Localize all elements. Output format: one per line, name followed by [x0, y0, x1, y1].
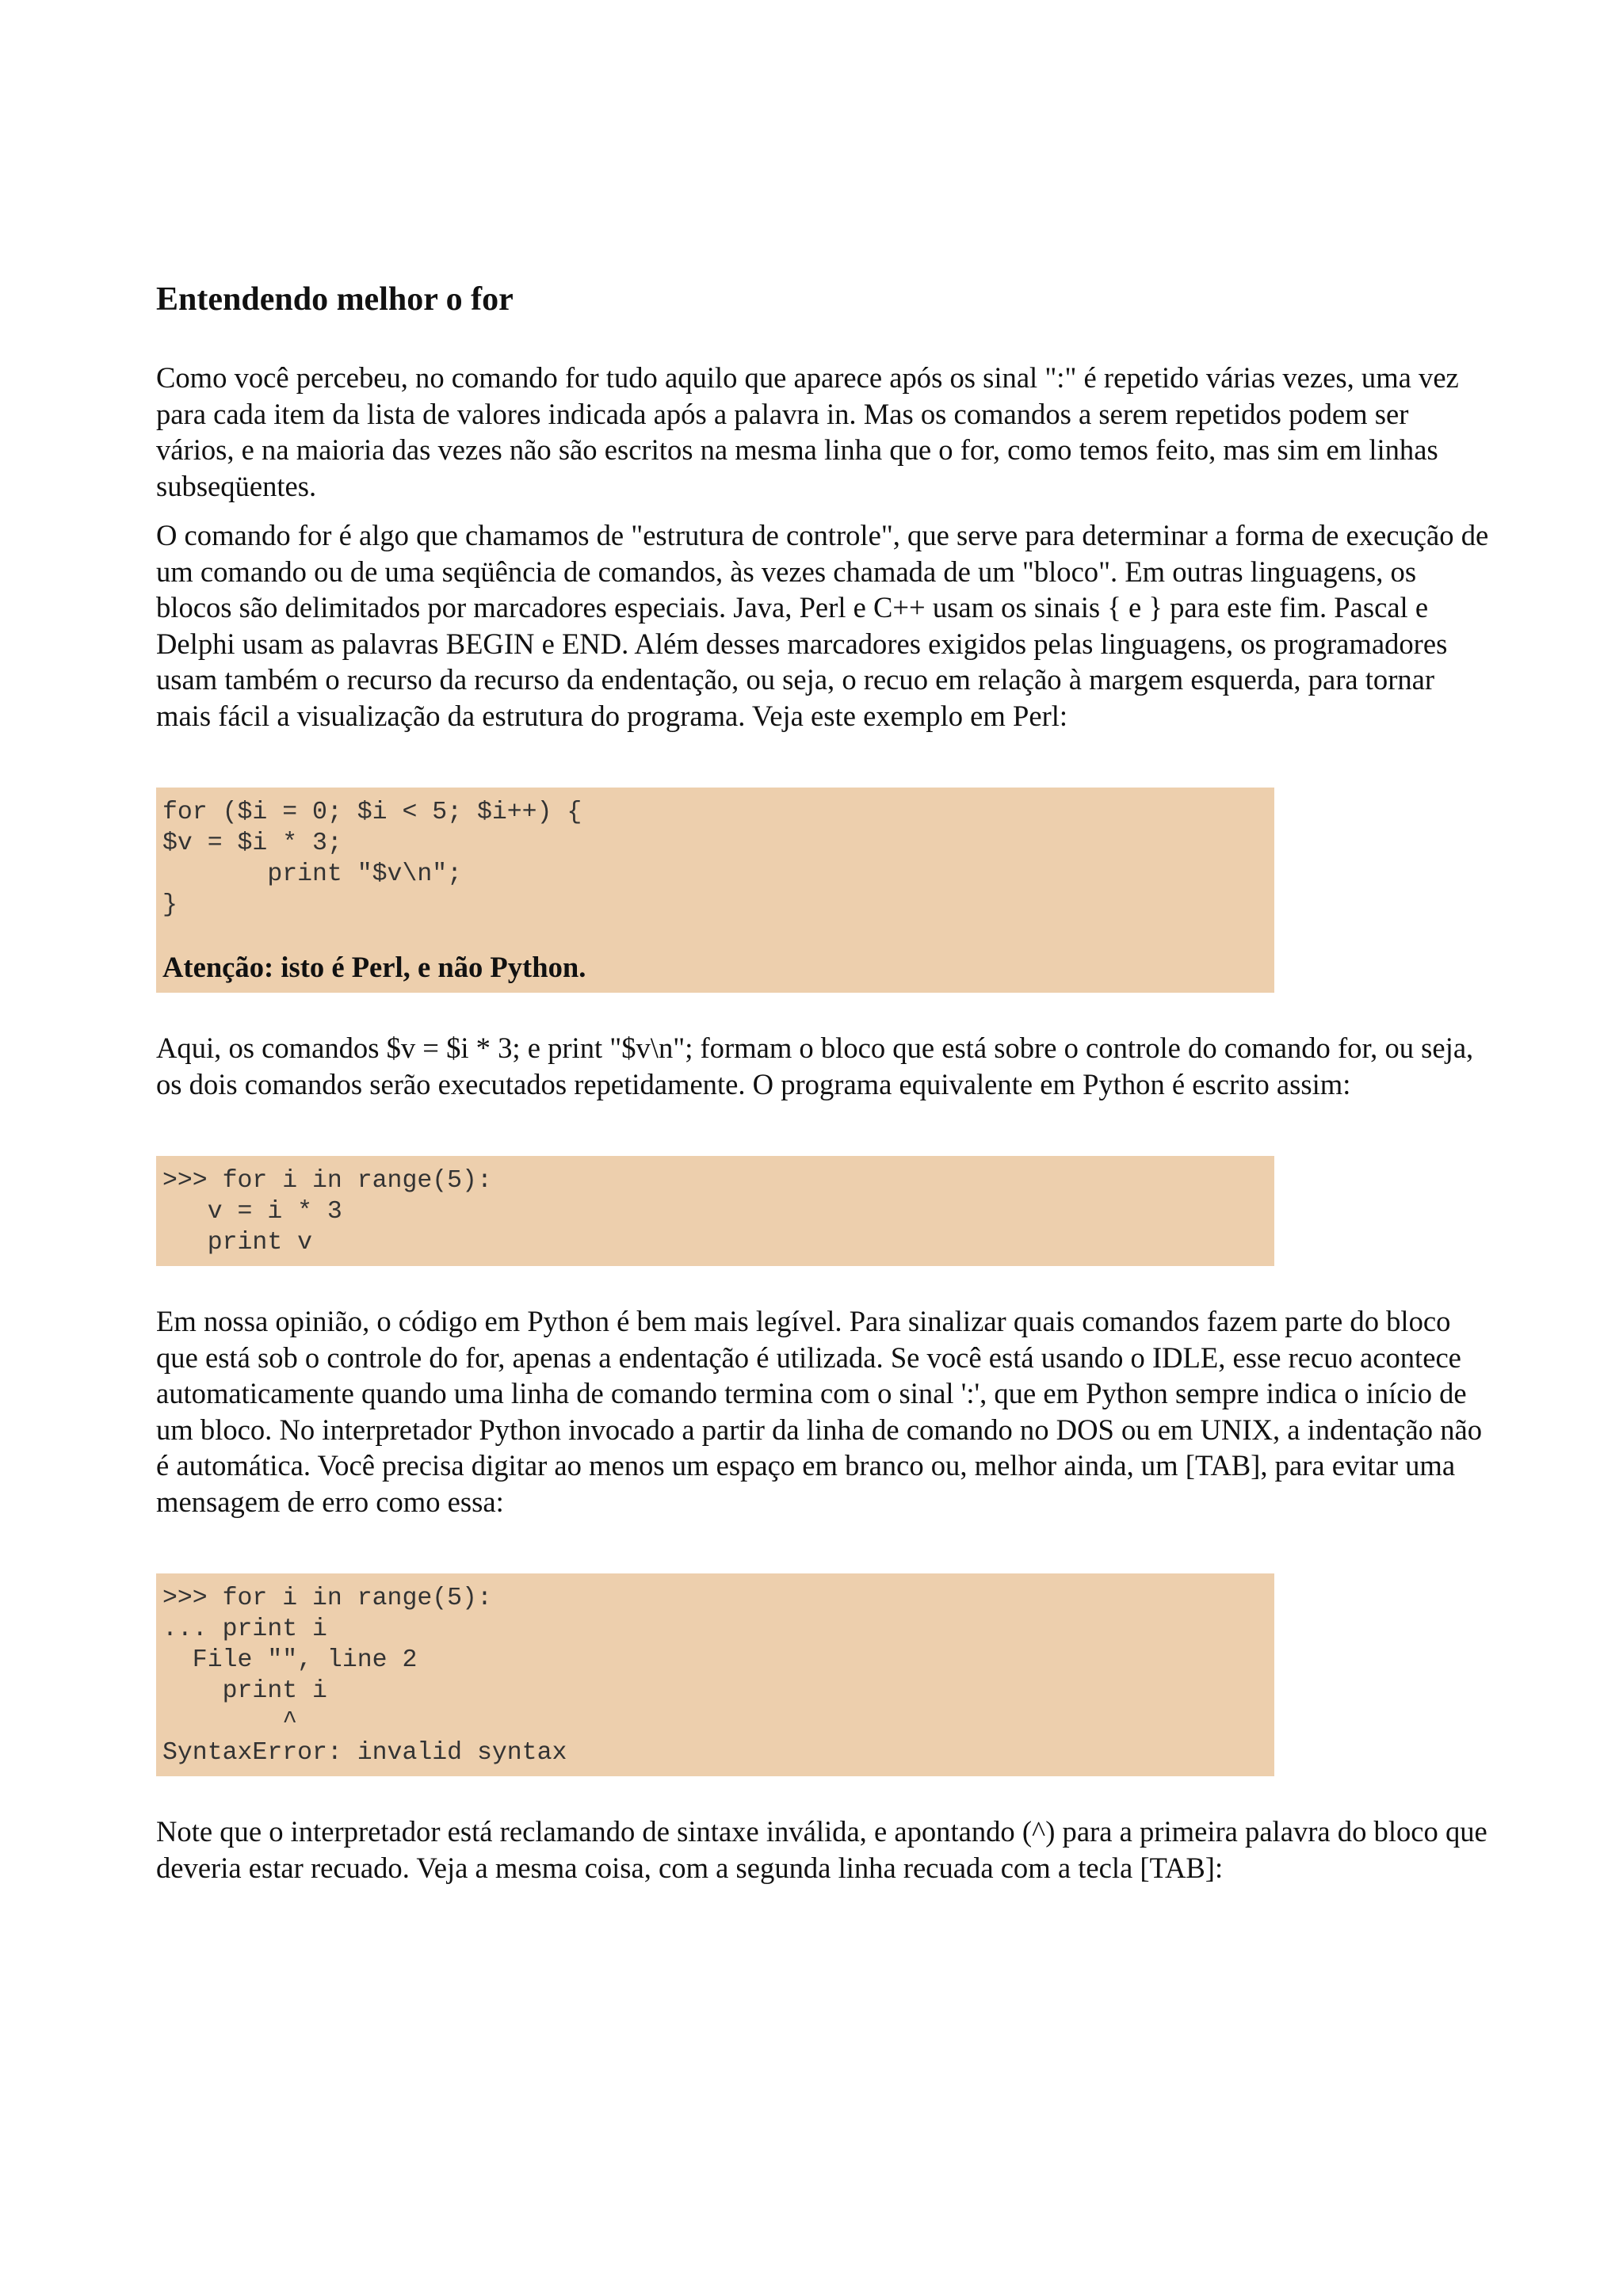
perl-code-block: [156, 788, 1274, 993]
perl-attention-note: Atenção: isto é Perl, e não Python.: [162, 951, 586, 983]
python-code: >>> for i in range(5): v = i * 3 print v: [162, 1167, 492, 1257]
paragraph-python-readability: Em nossa opinião, o código em Python é bem mais legível. Para sinalizar quais comandos fazem parte do bloco que está sob o controle do for, apenas a endentação é utilizada. Se você está usando o IDLE, esse recuo acontece automaticamente quando uma linha de comando termina com o sinal ':', que em Python sempre indica o início de um bloco. No interpretador Python invocado a partir da linha de comando no DOS ou em UNIX, a indentação não é automática. Você precisa digitar ao menos um espaço em branco ou, melhor ainda, um [TAB], para evitar uma mensagem de erro como essa:: [156, 1305, 1483, 1518]
section-heading: Entendendo melhor o for: [156, 281, 514, 318]
perl-code: for ($i = 0; $i < 5; $i++) { $v = $i * 3; print "$v\n"; }: [162, 799, 582, 919]
paragraph-control-structure: O comando for é algo que chamamos de "estrutura de controle", que serve para determinar a forma de execução de um comando ou de uma seqüência de comandos, às vezes chamada de um "bloco". Em outras linguagens, os blocos são delimitados por marcadores especiais. Java, Perl e C++ usam os sinais { e } para este fim. Pascal e Delphi usam as palavras BEGIN e END. Além desses marcadores exigidos pelas linguagens, os programadores usam também o recurso da recurso da endentação, ou seja, o recuo em relação à margem esquerda, para tornar mais fácil a visualização da estrutura do programa. Veja este exemplo em Perl:: [156, 519, 1489, 732]
paragraph-syntax-error-note: Note que o interpretador está reclamando de sintaxe inválida, e apontando (^) para a primeira palavra do bloco que deveria estar recuado. Veja a mesma coisa, com a segunda linha recuada com a tecla [TAB]:: [156, 1815, 1487, 1884]
paragraph-intro: Como você percebeu, no comando for tudo aquilo que aparece após os sinal ":" é repetido várias vezes, uma vez para cada item da lista de valores indicada após a palavra in. Mas os comandos a serem repetidos podem ser vários, e na maioria das vezes não são escritos na mesma linha que o for, como temos feito, mas sim em linhas subseqüentes.: [156, 361, 1459, 502]
python-error-block: [156, 1573, 1274, 1776]
python-code-block: [156, 1156, 1274, 1266]
paragraph-perl-explanation: Aqui, os comandos $v = $i * 3; e print "$v\n"; formam o bloco que está sobre o controle do comando for, ou seja, os dois comandos serão executados repetidamente. O programa equivalente em Python é escrito assim:: [156, 1032, 1474, 1100]
python-error-code: >>> for i in range(5): ... print i File "", line 2 print i ^ SyntaxError: invalid syntax: [162, 1585, 567, 1767]
